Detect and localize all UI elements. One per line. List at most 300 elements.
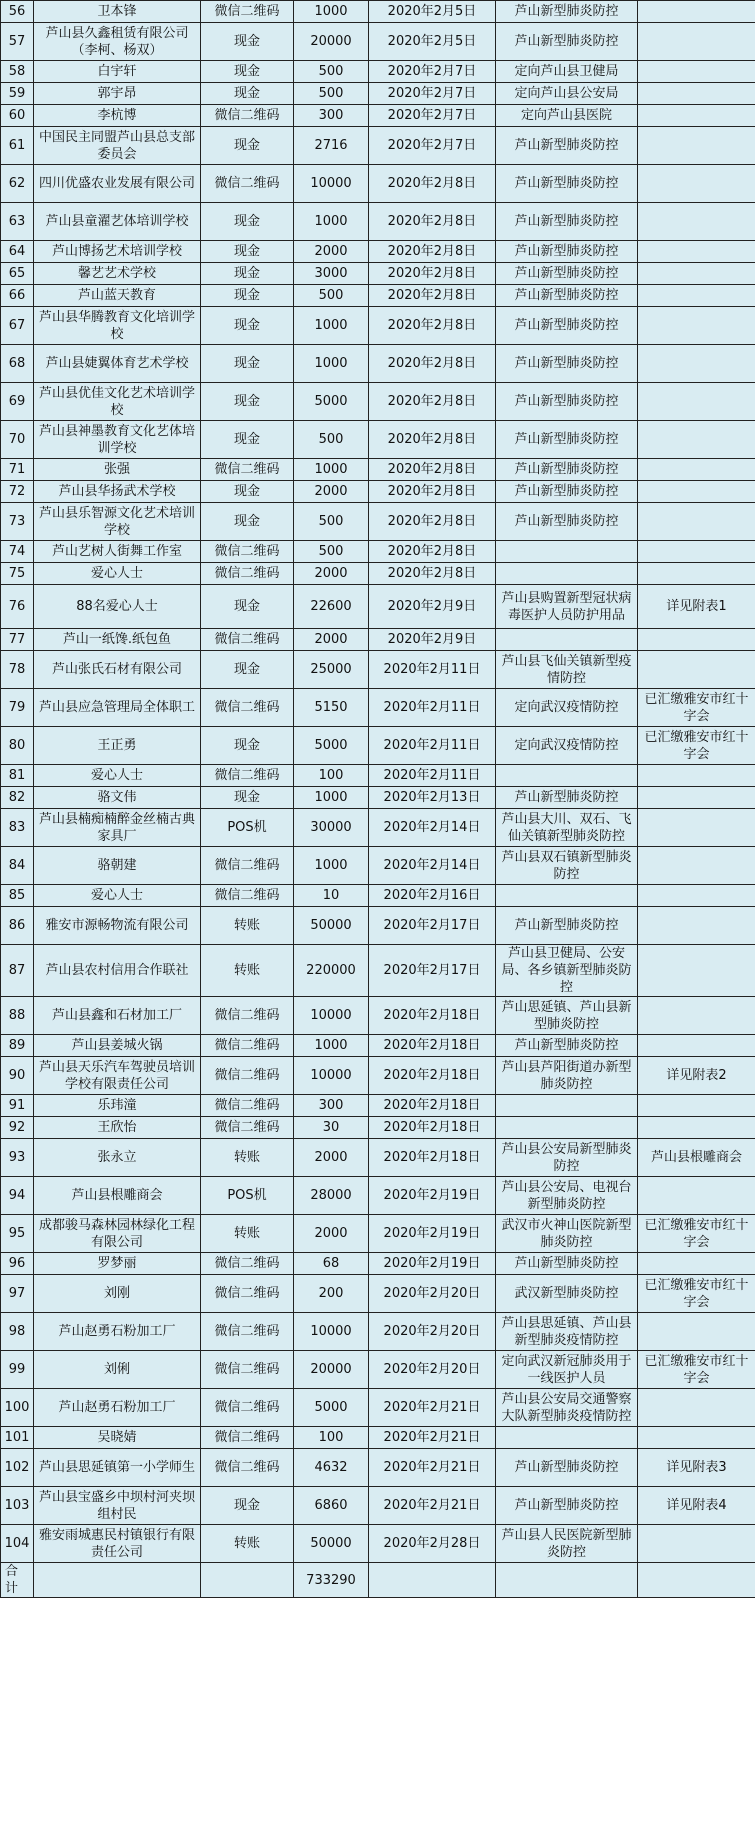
- donor-name-cell: 四川优盛农业发展有限公司: [34, 165, 201, 203]
- donor-name-cell: 芦山县华扬武术学校: [34, 481, 201, 503]
- amount-cell: 2000: [294, 563, 369, 585]
- donor-name-cell: 芦山一纸馋.纸包鱼: [34, 629, 201, 651]
- donor-name-cell: 芦山县乐智源文化艺术培训学校: [34, 503, 201, 541]
- donor-name-cell: 刘刚: [34, 1275, 201, 1313]
- row-number-cell: 94: [1, 1177, 34, 1215]
- amount-cell: 50000: [294, 907, 369, 945]
- row-number-cell: 70: [1, 421, 34, 459]
- amount-cell: 20000: [294, 1351, 369, 1389]
- row-number-cell: 66: [1, 285, 34, 307]
- table-row: [1, 1117, 755, 1139]
- payment-method-cell: 微信二维码: [201, 1427, 294, 1449]
- donor-name-cell: 骆文伟: [34, 787, 201, 809]
- payment-method-cell: 现金: [201, 241, 294, 263]
- remark-cell: [638, 165, 755, 203]
- row-number-cell: 101: [1, 1427, 34, 1449]
- payment-method-cell: 微信二维码: [201, 105, 294, 127]
- donation-date-cell: 2020年2月16日: [369, 885, 496, 907]
- donation-date-cell: 2020年2月14日: [369, 809, 496, 847]
- table-row: [1, 1313, 755, 1351]
- amount-cell: 1000: [294, 787, 369, 809]
- payment-method-cell: 微信二维码: [201, 1035, 294, 1057]
- donation-date-cell: 2020年2月7日: [369, 127, 496, 165]
- table-row: [1, 651, 755, 689]
- amount-cell: 100: [294, 765, 369, 787]
- remark-cell: [638, 61, 755, 83]
- donation-date-cell: 2020年2月5日: [369, 1, 496, 23]
- row-number-cell: 88: [1, 997, 34, 1035]
- donation-date-cell: 2020年2月21日: [369, 1427, 496, 1449]
- purpose-cell: 芦山新型肺炎防控: [496, 1487, 638, 1525]
- table-row: [1, 383, 755, 421]
- amount-cell: 300: [294, 105, 369, 127]
- table-row: [1, 629, 755, 651]
- purpose-cell: 芦山县人民医院新型肺炎防控: [496, 1525, 638, 1563]
- table-row: [1, 563, 755, 585]
- payment-method-cell: 微信二维码: [201, 997, 294, 1035]
- donor-name-cell: 芦山县根雕商会: [34, 1177, 201, 1215]
- donor-name-cell: 芦山县应急管理局全体职工: [34, 689, 201, 727]
- donor-name-cell: 芦山艺树人街舞工作室: [34, 541, 201, 563]
- remark-cell: [638, 847, 755, 885]
- amount-cell: 10000: [294, 1313, 369, 1351]
- purpose-cell: [496, 765, 638, 787]
- remark-cell: [638, 1, 755, 23]
- row-number-cell: 71: [1, 459, 34, 481]
- donation-date-cell: 2020年2月7日: [369, 105, 496, 127]
- purpose-cell: 芦山新型肺炎防控: [496, 241, 638, 263]
- table-row: [1, 1, 755, 23]
- table-row: [1, 203, 755, 241]
- row-number-cell: 60: [1, 105, 34, 127]
- payment-method-cell: 微信二维码: [201, 1117, 294, 1139]
- row-number-cell: 79: [1, 689, 34, 727]
- donation-date-cell: 2020年2月11日: [369, 689, 496, 727]
- payment-method-cell: 现金: [201, 787, 294, 809]
- purpose-cell: 定向芦山县公安局: [496, 83, 638, 105]
- donor-name-cell: 芦山张氏石材有限公司: [34, 651, 201, 689]
- purpose-cell: 定向武汉疫情防控: [496, 727, 638, 765]
- donor-name-cell: 王正勇: [34, 727, 201, 765]
- remark-cell: [638, 885, 755, 907]
- remark-cell: 已汇缴雅安市红十字会: [638, 1351, 755, 1389]
- payment-method-cell: 微信二维码: [201, 541, 294, 563]
- amount-cell: 30000: [294, 809, 369, 847]
- payment-method-cell: 微信二维码: [201, 1449, 294, 1487]
- table-row: [1, 1351, 755, 1389]
- amount-cell: 5000: [294, 1389, 369, 1427]
- remark-cell: 已汇缴雅安市红十字会: [638, 727, 755, 765]
- donation-date-cell: 2020年2月11日: [369, 765, 496, 787]
- donation-date-cell: 2020年2月8日: [369, 241, 496, 263]
- remark-cell: [638, 651, 755, 689]
- amount-cell: 2000: [294, 1215, 369, 1253]
- payment-method-cell: 微信二维码: [201, 1275, 294, 1313]
- row-number-cell: 77: [1, 629, 34, 651]
- total-row: [1, 1563, 755, 1598]
- purpose-cell: 芦山新型肺炎防控: [496, 1035, 638, 1057]
- payment-method-cell: 微信二维码: [201, 885, 294, 907]
- donation-date-cell: 2020年2月8日: [369, 345, 496, 383]
- row-number-cell: 86: [1, 907, 34, 945]
- remark-cell: 详见附表1: [638, 585, 755, 629]
- row-number-cell: 82: [1, 787, 34, 809]
- total-label: 合计: [1, 1563, 34, 1598]
- donor-name-cell: 芦山县鑫和石材加工厂: [34, 997, 201, 1035]
- donation-date-cell: 2020年2月8日: [369, 383, 496, 421]
- donor-name-cell: 芦山县优佳文化艺术培训学校: [34, 383, 201, 421]
- purpose-cell: 芦山新型肺炎防控: [496, 503, 638, 541]
- purpose-cell: 芦山新型肺炎防控: [496, 127, 638, 165]
- donor-name-cell: 爱心人士: [34, 885, 201, 907]
- purpose-cell: 芦山县飞仙关镇新型疫情防控: [496, 651, 638, 689]
- row-number-cell: 81: [1, 765, 34, 787]
- table-row: [1, 127, 755, 165]
- table-row: [1, 689, 755, 727]
- total-empty-cell: [638, 1563, 755, 1598]
- donor-name-cell: 芦山县楠痴楠醉金丝楠古典家具厂: [34, 809, 201, 847]
- payment-method-cell: 微信二维码: [201, 165, 294, 203]
- donor-name-cell: 卫本锋: [34, 1, 201, 23]
- purpose-cell: 芦山新型肺炎防控: [496, 383, 638, 421]
- amount-cell: 1000: [294, 307, 369, 345]
- row-number-cell: 90: [1, 1057, 34, 1095]
- amount-cell: 220000: [294, 945, 369, 997]
- table-row: [1, 503, 755, 541]
- remark-cell: [638, 345, 755, 383]
- table-row: [1, 1035, 755, 1057]
- donor-name-cell: 雅安雨城惠民村镇银行有限责任公司: [34, 1525, 201, 1563]
- table-row: [1, 585, 755, 629]
- row-number-cell: 74: [1, 541, 34, 563]
- payment-method-cell: 微信二维码: [201, 563, 294, 585]
- remark-cell: [638, 1253, 755, 1275]
- purpose-cell: [496, 1427, 638, 1449]
- purpose-cell: 芦山新型肺炎防控: [496, 481, 638, 503]
- table-row: [1, 1095, 755, 1117]
- payment-method-cell: 转账: [201, 1215, 294, 1253]
- row-number-cell: 75: [1, 563, 34, 585]
- row-number-cell: 68: [1, 345, 34, 383]
- row-number-cell: 87: [1, 945, 34, 997]
- purpose-cell: 芦山县大川、双石、飞仙关镇新型肺炎防控: [496, 809, 638, 847]
- payment-method-cell: 现金: [201, 585, 294, 629]
- purpose-cell: [496, 541, 638, 563]
- row-number-cell: 103: [1, 1487, 34, 1525]
- amount-cell: 200: [294, 1275, 369, 1313]
- remark-cell: [638, 241, 755, 263]
- purpose-cell: 芦山县公安局、电视台新型肺炎防控: [496, 1177, 638, 1215]
- table-row: [1, 1525, 755, 1563]
- donation-date-cell: 2020年2月21日: [369, 1449, 496, 1487]
- amount-cell: 100: [294, 1427, 369, 1449]
- amount-cell: 500: [294, 285, 369, 307]
- donor-name-cell: 张永立: [34, 1139, 201, 1177]
- table-row: [1, 1057, 755, 1095]
- amount-cell: 6860: [294, 1487, 369, 1525]
- table-row: [1, 809, 755, 847]
- remark-cell: [638, 263, 755, 285]
- payment-method-cell: 微信二维码: [201, 1, 294, 23]
- row-number-cell: 73: [1, 503, 34, 541]
- donor-name-cell: 芦山博扬艺术培训学校: [34, 241, 201, 263]
- purpose-cell: [496, 1117, 638, 1139]
- donor-name-cell: 王欣怡: [34, 1117, 201, 1139]
- remark-cell: [638, 23, 755, 61]
- donation-date-cell: 2020年2月8日: [369, 203, 496, 241]
- remark-cell: 芦山县根雕商会: [638, 1139, 755, 1177]
- payment-method-cell: 微信二维码: [201, 1095, 294, 1117]
- purpose-cell: 芦山新型肺炎防控: [496, 907, 638, 945]
- donation-date-cell: 2020年2月8日: [369, 541, 496, 563]
- donor-name-cell: 芦山县久鑫租赁有限公司（李柯、杨双）: [34, 23, 201, 61]
- table-row: [1, 345, 755, 383]
- donation-date-cell: 2020年2月8日: [369, 421, 496, 459]
- purpose-cell: 芦山新型肺炎防控: [496, 421, 638, 459]
- amount-cell: 1000: [294, 847, 369, 885]
- donor-name-cell: 张强: [34, 459, 201, 481]
- amount-cell: 2000: [294, 1139, 369, 1177]
- amount-cell: 500: [294, 541, 369, 563]
- table-row: [1, 541, 755, 563]
- remark-cell: [638, 459, 755, 481]
- table-row: [1, 1177, 755, 1215]
- payment-method-cell: 现金: [201, 503, 294, 541]
- table-row: [1, 727, 755, 765]
- row-number-cell: 95: [1, 1215, 34, 1253]
- table-row: [1, 1275, 755, 1313]
- remark-cell: [638, 1035, 755, 1057]
- donor-name-cell: 爱心人士: [34, 765, 201, 787]
- amount-cell: 1000: [294, 1035, 369, 1057]
- table-row: [1, 307, 755, 345]
- table-row: [1, 1215, 755, 1253]
- purpose-cell: 芦山新型肺炎防控: [496, 23, 638, 61]
- purpose-cell: [496, 563, 638, 585]
- amount-cell: 22600: [294, 585, 369, 629]
- table-row: [1, 1427, 755, 1449]
- remark-cell: [638, 1389, 755, 1427]
- table-row: [1, 1139, 755, 1177]
- row-number-cell: 61: [1, 127, 34, 165]
- purpose-cell: [496, 629, 638, 651]
- payment-method-cell: 微信二维码: [201, 1313, 294, 1351]
- amount-cell: 500: [294, 83, 369, 105]
- row-number-cell: 80: [1, 727, 34, 765]
- remark-cell: [638, 127, 755, 165]
- table-row: [1, 1253, 755, 1275]
- table-row: [1, 945, 755, 997]
- table-row: [1, 83, 755, 105]
- donor-name-cell: 李杭博: [34, 105, 201, 127]
- remark-cell: 详见附表2: [638, 1057, 755, 1095]
- remark-cell: [638, 997, 755, 1035]
- donation-date-cell: 2020年2月18日: [369, 997, 496, 1035]
- total-empty-cell: [369, 1563, 496, 1598]
- donation-date-cell: 2020年2月18日: [369, 1095, 496, 1117]
- donor-name-cell: 芦山县婕翼体育艺术学校: [34, 345, 201, 383]
- donor-name-cell: 郭宇昂: [34, 83, 201, 105]
- remark-cell: 详见附表3: [638, 1449, 755, 1487]
- remark-cell: 已汇缴雅安市红十字会: [638, 689, 755, 727]
- row-number-cell: 69: [1, 383, 34, 421]
- remark-cell: [638, 907, 755, 945]
- row-number-cell: 92: [1, 1117, 34, 1139]
- donation-date-cell: 2020年2月8日: [369, 165, 496, 203]
- purpose-cell: 芦山新型肺炎防控: [496, 1449, 638, 1487]
- table-row: [1, 1449, 755, 1487]
- payment-method-cell: POS机: [201, 809, 294, 847]
- amount-cell: 5000: [294, 727, 369, 765]
- donor-name-cell: 芦山县童濯艺体培训学校: [34, 203, 201, 241]
- purpose-cell: 定向武汉疫情防控: [496, 689, 638, 727]
- donor-name-cell: 骆朝建: [34, 847, 201, 885]
- row-number-cell: 104: [1, 1525, 34, 1563]
- purpose-cell: 芦山新型肺炎防控: [496, 263, 638, 285]
- table-row: [1, 241, 755, 263]
- row-number-cell: 99: [1, 1351, 34, 1389]
- remark-cell: [638, 1117, 755, 1139]
- amount-cell: 1000: [294, 203, 369, 241]
- amount-cell: 10000: [294, 1057, 369, 1095]
- payment-method-cell: 转账: [201, 1525, 294, 1563]
- remark-cell: [638, 83, 755, 105]
- purpose-cell: 芦山思延镇、芦山县新型肺炎防控: [496, 997, 638, 1035]
- payment-method-cell: 微信二维码: [201, 1351, 294, 1389]
- table-row: [1, 459, 755, 481]
- table-row: [1, 885, 755, 907]
- payment-method-cell: 转账: [201, 1139, 294, 1177]
- payment-method-cell: 现金: [201, 127, 294, 165]
- amount-cell: 4632: [294, 1449, 369, 1487]
- amount-cell: 300: [294, 1095, 369, 1117]
- payment-method-cell: 微信二维码: [201, 1253, 294, 1275]
- amount-cell: 2000: [294, 629, 369, 651]
- payment-method-cell: 微信二维码: [201, 847, 294, 885]
- donation-date-cell: 2020年2月8日: [369, 503, 496, 541]
- payment-method-cell: 现金: [201, 481, 294, 503]
- row-number-cell: 84: [1, 847, 34, 885]
- row-number-cell: 100: [1, 1389, 34, 1427]
- payment-method-cell: 现金: [201, 651, 294, 689]
- remark-cell: 详见附表4: [638, 1487, 755, 1525]
- payment-method-cell: 微信二维码: [201, 1057, 294, 1095]
- remark-cell: [638, 1095, 755, 1117]
- table-row: [1, 421, 755, 459]
- payment-method-cell: 微信二维码: [201, 689, 294, 727]
- donor-name-cell: 成都骏马森林园林绿化工程有限公司: [34, 1215, 201, 1253]
- row-number-cell: 78: [1, 651, 34, 689]
- amount-cell: 500: [294, 61, 369, 83]
- total-empty-cell: [201, 1563, 294, 1598]
- donation-date-cell: 2020年2月13日: [369, 787, 496, 809]
- amount-cell: 500: [294, 421, 369, 459]
- table-row: [1, 765, 755, 787]
- row-number-cell: 59: [1, 83, 34, 105]
- purpose-cell: 芦山县芦阳街道办新型肺炎防控: [496, 1057, 638, 1095]
- donation-date-cell: 2020年2月14日: [369, 847, 496, 885]
- row-number-cell: 91: [1, 1095, 34, 1117]
- donor-name-cell: 雅安市源畅物流有限公司: [34, 907, 201, 945]
- remark-cell: [638, 1313, 755, 1351]
- donor-name-cell: 白宇轩: [34, 61, 201, 83]
- amount-cell: 10: [294, 885, 369, 907]
- payment-method-cell: 现金: [201, 727, 294, 765]
- purpose-cell: 定向芦山县医院: [496, 105, 638, 127]
- payment-method-cell: 现金: [201, 345, 294, 383]
- purpose-cell: 芦山新型肺炎防控: [496, 345, 638, 383]
- row-number-cell: 63: [1, 203, 34, 241]
- payment-method-cell: 现金: [201, 421, 294, 459]
- donation-date-cell: 2020年2月18日: [369, 1117, 496, 1139]
- purpose-cell: 芦山县公安局交通警察大队新型肺炎疫情防控: [496, 1389, 638, 1427]
- remark-cell: 已汇缴雅安市红十字会: [638, 1275, 755, 1313]
- donation-date-cell: 2020年2月20日: [369, 1313, 496, 1351]
- total-empty-cell: [496, 1563, 638, 1598]
- amount-cell: 1000: [294, 345, 369, 383]
- donation-date-cell: 2020年2月17日: [369, 945, 496, 997]
- payment-method-cell: 现金: [201, 383, 294, 421]
- remark-cell: [638, 105, 755, 127]
- remark-cell: [638, 421, 755, 459]
- purpose-cell: 芦山新型肺炎防控: [496, 1, 638, 23]
- donation-date-cell: 2020年2月8日: [369, 263, 496, 285]
- table-row: [1, 907, 755, 945]
- table-row: [1, 165, 755, 203]
- table-row: [1, 263, 755, 285]
- row-number-cell: 102: [1, 1449, 34, 1487]
- table-row: [1, 285, 755, 307]
- row-number-cell: 76: [1, 585, 34, 629]
- remark-cell: [638, 787, 755, 809]
- donation-date-cell: 2020年2月8日: [369, 563, 496, 585]
- remark-cell: [638, 383, 755, 421]
- donation-date-cell: 2020年2月21日: [369, 1389, 496, 1427]
- payment-method-cell: 现金: [201, 1487, 294, 1525]
- donor-name-cell: 中国民主同盟芦山县总支部委员会: [34, 127, 201, 165]
- row-number-cell: 67: [1, 307, 34, 345]
- table-row: [1, 1487, 755, 1525]
- donation-date-cell: 2020年2月19日: [369, 1215, 496, 1253]
- remark-cell: [638, 629, 755, 651]
- donation-date-cell: 2020年2月18日: [369, 1035, 496, 1057]
- amount-cell: 2000: [294, 481, 369, 503]
- amount-cell: 1000: [294, 1, 369, 23]
- donor-name-cell: 芦山县姜城火锅: [34, 1035, 201, 1057]
- donation-date-cell: 2020年2月7日: [369, 83, 496, 105]
- purpose-cell: 定向武汉新冠肺炎用于一线医护人员: [496, 1351, 638, 1389]
- payment-method-cell: 微信二维码: [201, 765, 294, 787]
- purpose-cell: 武汉市火神山医院新型肺炎防控: [496, 1215, 638, 1253]
- purpose-cell: 芦山县公安局新型肺炎防控: [496, 1139, 638, 1177]
- payment-method-cell: 转账: [201, 945, 294, 997]
- amount-cell: 2000: [294, 241, 369, 263]
- donor-name-cell: 芦山县农村信用合作联社: [34, 945, 201, 997]
- remark-cell: [638, 1427, 755, 1449]
- amount-cell: 1000: [294, 459, 369, 481]
- donation-date-cell: 2020年2月11日: [369, 651, 496, 689]
- row-number-cell: 57: [1, 23, 34, 61]
- payment-method-cell: POS机: [201, 1177, 294, 1215]
- donation-date-cell: 2020年2月7日: [369, 61, 496, 83]
- purpose-cell: [496, 885, 638, 907]
- donation-date-cell: 2020年2月17日: [369, 907, 496, 945]
- payment-method-cell: 现金: [201, 61, 294, 83]
- donation-date-cell: 2020年2月18日: [369, 1139, 496, 1177]
- remark-cell: [638, 1177, 755, 1215]
- payment-method-cell: 微信二维码: [201, 459, 294, 481]
- amount-cell: 500: [294, 503, 369, 541]
